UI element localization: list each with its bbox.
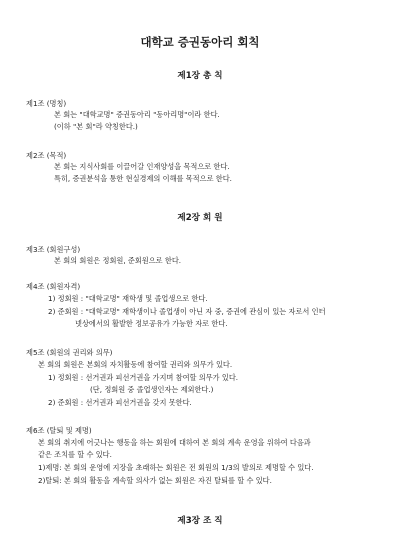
article-1-line-1: 본 회는 "대학교명" 증권동아리 "동아리명"이라 한다.: [54, 110, 220, 119]
article-5-line-4: 2) 준회원 : 선거권과 피선거권을 갖지 못한다.: [48, 398, 192, 407]
chapter-2-heading: 제2장 회 원: [177, 213, 223, 223]
article-3-line-1: 본 회의 회원은 정회원, 준회원으로 한다.: [54, 256, 182, 265]
article-3-heading: 제3조 (회원구성): [26, 245, 81, 254]
document-title: 대학교 증권동아리 회칙: [140, 35, 260, 49]
article-6-line-2: 같은 조치를 할 수 있다.: [38, 450, 112, 459]
article-6-line-4: 2)탈퇴: 본 회의 활동을 계속할 의사가 없는 회원은 자진 탈퇴를 할 수 있다.: [38, 476, 272, 485]
article-1-heading: 제1조 (명칭): [26, 99, 67, 108]
chapter-3-heading: 제3장 조 직: [177, 516, 223, 526]
chapter-1-heading: 제1장 총 칙: [177, 71, 223, 81]
article-5-line-1: 본 회의 회원은 본회의 자치활동에 참여할 권리와 의무가 있다.: [38, 360, 233, 369]
article-4-line-1: 1) 정회원 : "대학교명" 재학생 및 졸업생으로 한다.: [48, 294, 208, 303]
article-6-heading: 제6조 (탈퇴 및 제명): [26, 426, 92, 435]
article-6-line-3: 1)제명: 본 회의 운영에 지장을 초래하는 회원은 전 회원의 1/3의 발의로 제명할 수 있다.: [38, 463, 314, 472]
article-2-line-2: 특히, 증권분석을 통한 현실경제의 이해를 목적으로 한다.: [54, 174, 232, 183]
article-5-heading: 제5조 (회원의 권리와 의무): [26, 348, 113, 357]
article-5-line-2: 1) 정회원 : 선거권과 피선거권을 가지며 참여할 의무가 있다.: [48, 373, 239, 382]
article-2-line-1: 본 회는 지식사회를 이끌어갈 인재양성을 목적으로 한다.: [54, 162, 230, 171]
article-4-line-3: 넷상에서의 활발한 정보공유가 가능한 자로 한다.: [75, 319, 228, 328]
article-1-line-2: (이하 "본 회"라 약칭한다.): [54, 122, 138, 131]
article-6-line-1: 본 회의 취지에 어긋나는 행동을 하는 회원에 대하여 본 회의 계속 운영을 위하여 다음과: [38, 438, 311, 447]
article-5-line-3: (단, 정회원 중 졸업생인자는 제외한다.): [90, 385, 214, 394]
article-4-heading: 제4조 (회원자격): [26, 282, 81, 291]
article-2-heading: 제2조 (목적): [26, 151, 67, 160]
article-4-line-2: 2) 준회원 : "대학교명" 재학생이나 졸업생이 아닌 자 중, 증권에 관심이 있는 자로서 인터: [48, 307, 326, 316]
